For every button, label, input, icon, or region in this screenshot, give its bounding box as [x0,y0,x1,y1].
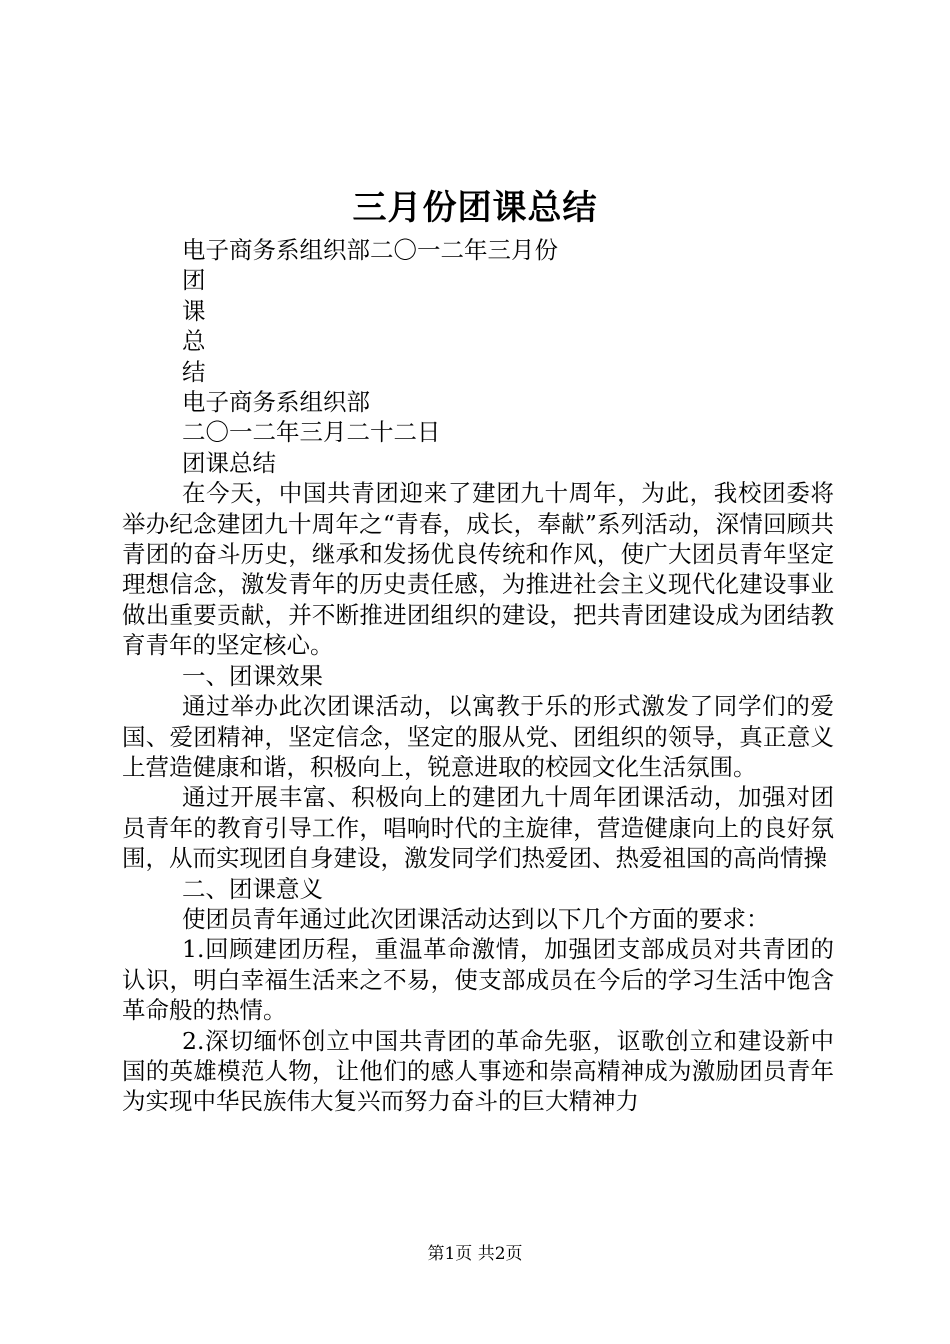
header-line-char-1: 团 [182,266,206,295]
section-heading-effect: 一、团课效果 [182,661,323,690]
header-line-subtitle: 团课总结 [182,448,276,477]
paragraph-effect-1: 通过举办此次团课活动，以寓教于乐的形式激发了同学们的爱国、爱团精神，坚定信念，坚定的服从党、团组织的领导，真正意义上营造健康和谐，积极向上，锐意进取的校园文化生活氛围。 [122,692,834,781]
header-line-char-3: 总 [182,327,206,356]
paragraph-meaning-intro: 使团员青年通过此次团课活动达到以下几个方面的要求： [182,904,770,933]
document-body [122,235,834,1117]
header-line-char-4: 结 [182,357,206,386]
list-item-2: 2.深切缅怀创立中国共青团的革命先驱，讴歌创立和建设新中国的英雄模范人物，让他们的感人事迹和崇高精神成为激励团员青年为实现中华民族伟大复兴而努力奋斗的巨大精神力 [122,1026,834,1116]
header-line-org-date: 电子商务系组织部二〇一二年三月份 [182,236,558,264]
header-line-org: 电子商务系组织部 [182,388,370,417]
paragraph-intro: 在今天，中国共青团迎来了建团九十周年，为此，我校团委将举办纪念建团九十周年之“青春，成长，奉献”系列活动，深情回顾共青团的奋斗历史，继承和发扬优良传统和作风，使广大团员青年坚定理想信念，激发青年的历史责任感，为推进社会主义现代化建设事业做出重要贡献，并不断推进团组织的建设，把共青团建设成为团结教育青年的坚定核心。 [122,479,834,660]
header-line-char-2: 课 [182,296,206,325]
section-heading-meaning: 二、团课意义 [182,874,323,903]
document-title: 三月份团课总结 [352,188,598,228]
list-item-1: 1.回顾建团历程，重温革命激情，加强团支部成员对共青团的认识，明白幸福生活来之不易，使支部成员在今后的学习生活中饱含革命般的热情。 [122,935,834,1025]
paragraph-effect-2: 通过开展丰富、积极向上的建团九十周年团课活动，加强对团员青年的教育引导工作，唱响时代的主旋律，营造健康向上的良好氛围，从而实现团自身建设，激发同学们热爱团、热爱祖国的高尚情操 [122,783,834,873]
page-footer: 第1页 共2页 [427,1244,523,1264]
header-line-date: 二〇一二年三月二十二日 [182,418,441,447]
